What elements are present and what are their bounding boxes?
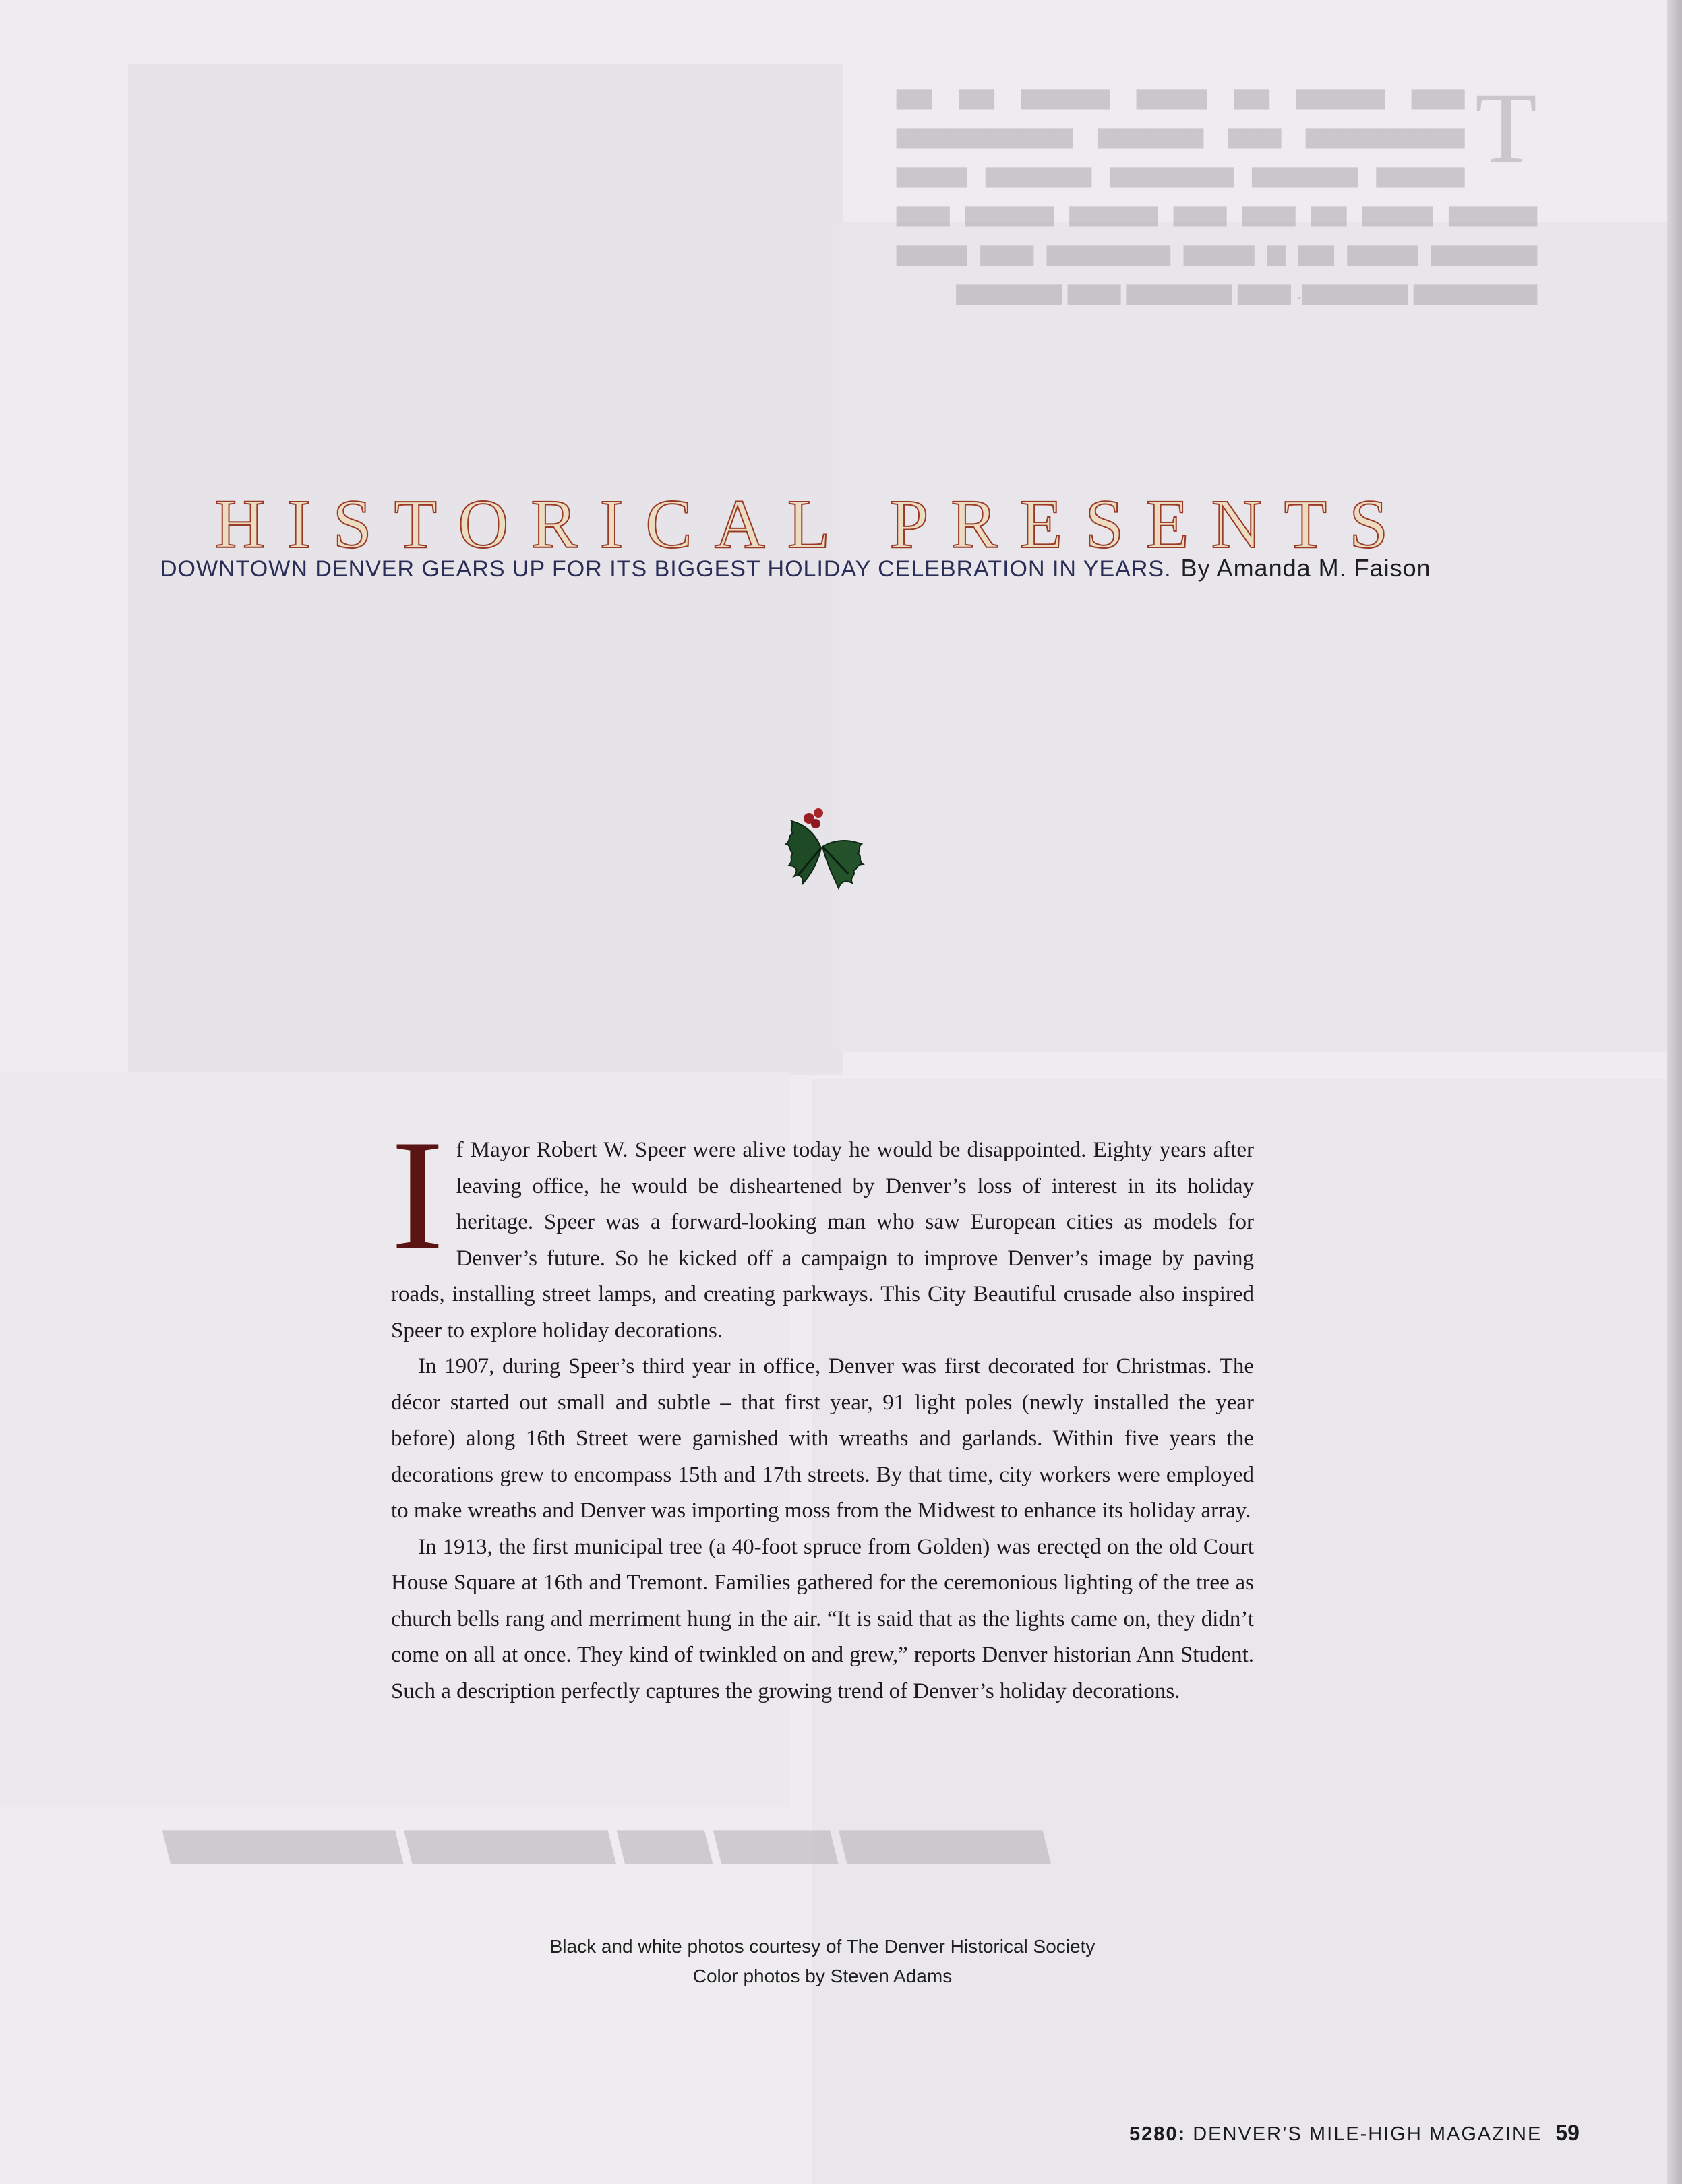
article-paragraph <box>391 1108 1254 1349</box>
byline: By Amanda M. Faison <box>1180 554 1431 582</box>
magazine-name: DENVER’S MILE-HIGH MAGAZINE <box>1193 2123 1542 2145</box>
page-footer <box>1129 2121 1580 2146</box>
reverse-page-showthrough <box>839 222 1679 1052</box>
article-paragraph: In 1907, during Speer’s third year in office, Denver was first decorated for Christmas. The décor started out small and subtle – that first year, 91 light poles (newly installed the year before) along 16th Street were garnished with wreaths and garlands. Within five years the decorations grew to encompass 15th and 17th streets. By that time, city workers were employed to make wreaths and Denver was importing moss from the Midwest to enhance its holiday array. <box>391 1354 1254 1523</box>
article-subtitle <box>160 554 1542 582</box>
article-paragraph: In 1913, the first municipal tree (a 40-foot spruce from Golden) was erectęd on the old Court House Square at 16th and Tremont. Families gathered for the ceremonious lighting of the tree as church bells rang and merriment hung in the air. “It is said that as the lights came on, they didn’t come on all at once. They kind of twinkled on and grew,” reports Denver historian Ann Student. Such a description perfectly captures the growing trend of Denver’s holiday decorations. <box>391 1534 1254 1703</box>
drop-cap: I <box>391 1108 444 1283</box>
subtitle-text: DOWNTOWN DENVER GEARS UP FOR ITS BIGGEST HOLIDAY CELEBRATION IN YEARS. <box>160 556 1172 582</box>
page-number: 59 <box>1555 2121 1580 2145</box>
photo-credits <box>431 1932 1213 1991</box>
paragraph-text: f Mayor Robert W. Speer were alive today he would be disappointed. Eighty years after leaving office, he would be disheartened by Denver’s loss of interest in its holiday heritage. Speer was a forward-looking man who saw European cities as models for Denver’s future. So he kicked off a campaign to improve Denver’s image by paving roads, installing street lamps, and creating parkways. This City Beautiful crusade also inspired Speer to explore holiday decorations. <box>391 1138 1254 1343</box>
credit-line: Color photos by Steven Adams <box>692 1966 953 1986</box>
article-title: HISTORICAL PRESENTS <box>214 485 1411 563</box>
page-gutter-shadow <box>1667 0 1682 2184</box>
credit-line: Black and white photos courtesy of The Denver Historical Society <box>549 1936 1095 1957</box>
reverse-caption-showthrough: ▆▆▆▆▆▆▆ ▆▆▆▆ ▆▆▆ ▆▆▆▆▆▆▆ ▆▆▆▆▆▆▆▆ <box>169 1821 1048 1863</box>
magazine-number: 5280: <box>1129 2123 1187 2145</box>
article-body <box>391 1108 1254 1709</box>
holly-icon <box>769 795 876 903</box>
reverse-text-showthrough: T ▆▆▆ ▆▆▆▆▆ ▆▆ ▆▆▆▆ ▆▆▆▆▆ ▆▆ ▆▆ ▆▆▆▆▆▆▆▆▆ ▆▆▆ ▆▆▆▆▆▆ ▆▆▆▆▆▆▆▆▆▆ ▆▆▆▆▆ ▆▆▆▆▆▆ ▆▆▆▆▆▆▆ ▆▆▆▆▆▆ ▆▆▆▆ ▆▆▆▆▆ ▆▆▆▆ ▆▆ ▆▆▆ ▆▆▆ ▆▆▆▆▆ ▆▆▆▆▆ ▆▆▆ ▆▆▆▆▆▆ ▆▆▆▆ ▆▆ ▆ ▆▆▆▆ ▆▆▆▆▆▆▆ ▆▆▆ ▆▆▆▆ ▆▆▆▆▆▆▆ ▆▆▆▆▆▆. ▆▆▆ ▆▆▆▆▆▆ ▆▆▆ ▆▆▆▆▆▆ <box>897 72 1537 305</box>
